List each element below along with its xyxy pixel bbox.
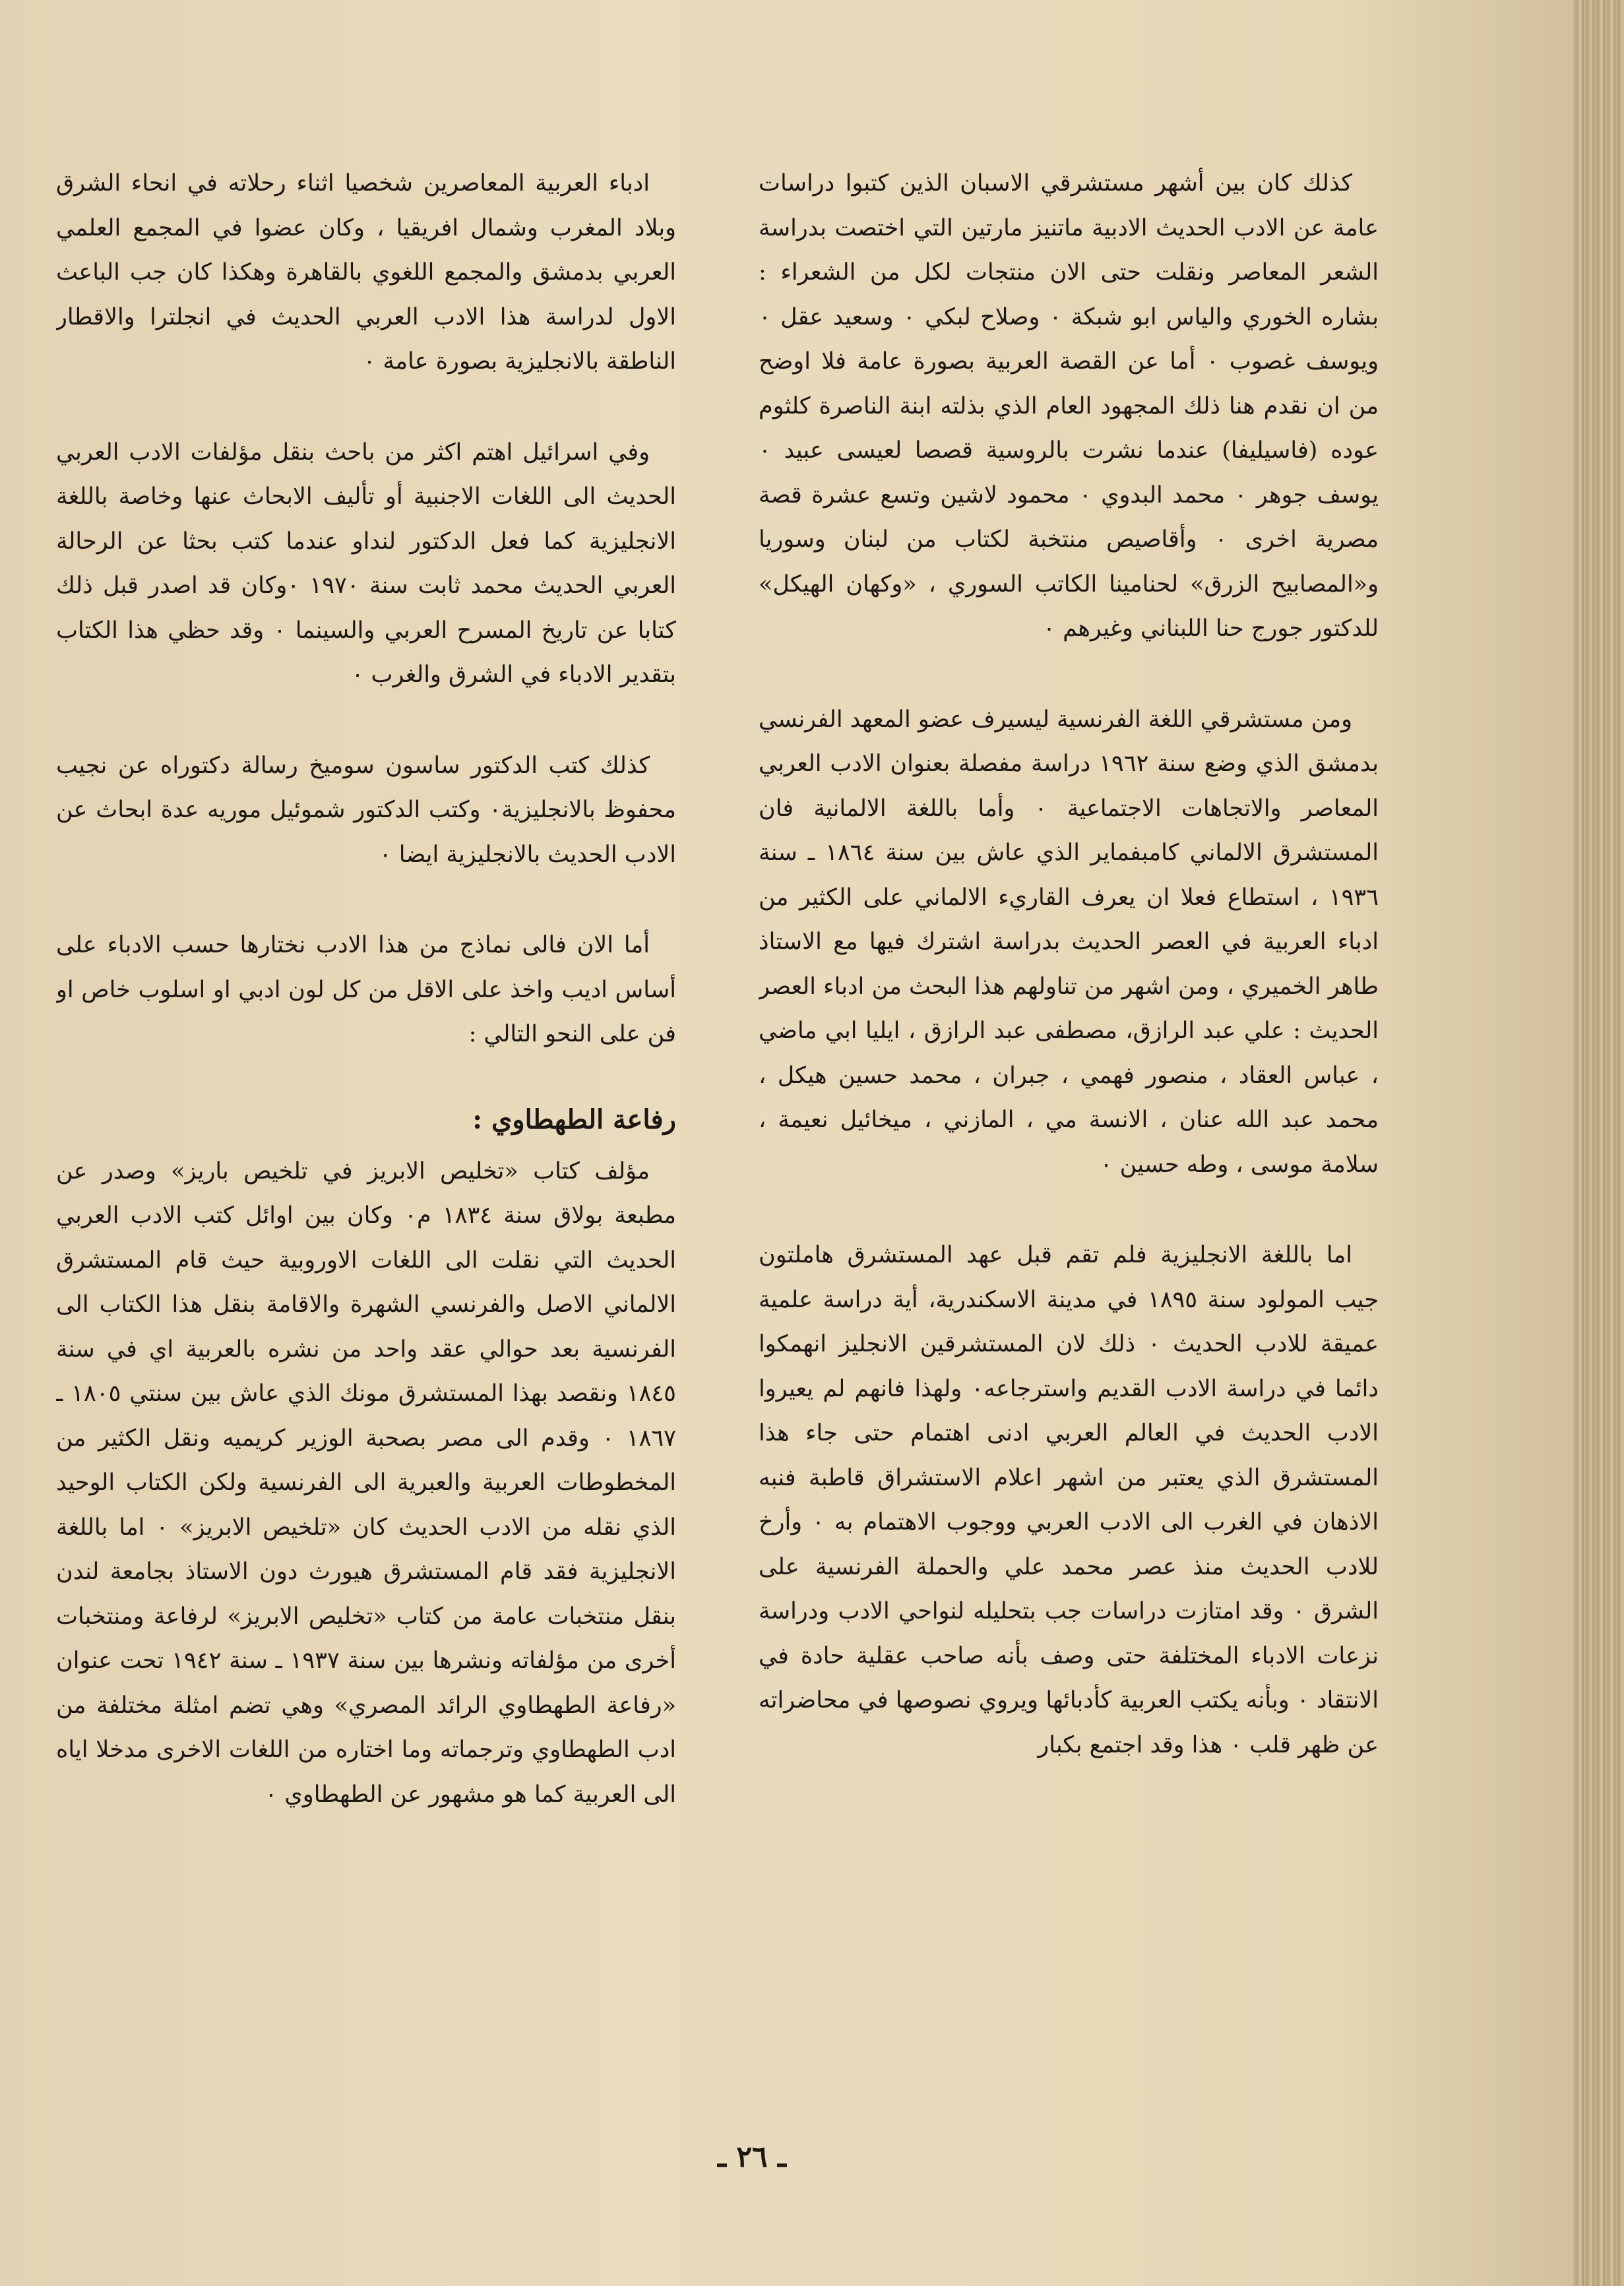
left-text-column	[56, 162, 676, 2219]
paragraph: ادباء العربية المعاصرين شخصيا اثناء رحلاته في انحاء الشرق وبلاد المغرب وشمال افريقيا ، وكان عضوا في المجمع العلمي العربي بدمشق والمجمع اللغوي بالقاهرة وهكذا كان جب الباعث الاول لدراسة هذا الادب العربي الحديث في انجلترا والاقطار الناطقة بالانجليزية بصورة عامة ٠	[56, 170, 676, 375]
paragraph: أما الان فالى نماذج من هذا الادب نختارها حسب الادباء على أساس اديب واخذ على الاقل من كل لون ادبي او اسلوب خاص او فن على النحو التالي :	[56, 932, 676, 1047]
paragraph: كذلك كتب الدكتور ساسون سوميخ رسالة دكتوراه عن نجيب محفوظ بالانجليزية٠ وكتب الدكتور شموئيل موريه عدة ابحاث عن الادب الحديث بالانجليزية ايضا ٠	[56, 752, 676, 868]
paragraph: كذلك كان بين أشهر مستشرقي الاسبان الذين كتبوا دراسات عامة عن الادب الحديث الادبية ماتنيز مارتين التي اختصت بدراسة الشعر المعاصر ونقلت حتى الان منتجات لكل من الشعراء : بشاره الخوري والياس ابو شبكة ٠ وصلاح لبكي ٠ وسعيد عقل ٠ ويوسف غصوب ٠ أما عن القصة العربية بصورة عامة فلا اوضح من ان نقدم هنا ذلك المجهود العام الذي بذلته ابنة الناصرة كلثوم عوده (فاسيليفا) عندما نشرت بالروسية قصصا لعيسى عبيد ٠ يوسف جوهر ٠ محمد البدوي ٠ محمود لاشين وتسع عشرة قصة مصرية اخرى ٠ وأقاصيص منتخبة لكتاب من لبنان وسوريا و«المصابيح الزرق» لحنامينا الكاتب السوري ، «وكهان الهيكل» للدكتور جورج حنا اللبناني وغيرهم ٠	[759, 170, 1379, 642]
page-number: ـ ٢٦ ـ	[718, 2140, 786, 2174]
paragraph: ومن مستشرقي اللغة الفرنسية ليسيرف عضو المعهد الفرنسي بدمشق الذي وضع سنة ١٩٦٢ دراسة مفصلة بعنوان الادب العربي المعاصر والاتجاهات الاجتماعية ٠ وأما باللغة الالمانية فان المستشرق الالماني كامبفماير الذي عاش بين سنة ١٨٦٤ ـ سنة ١٩٣٦ ، استطاع فعلا ان يعرف القاريء الالماني على الكثير من ادباء العربية في العصر الحديث بدراسة اشترك فيها مع الاستاذ طاهر الخميري ، ومن اشهر من تناولهم هذا البحث من ادباء العصر الحديث : علي عبد الرازق، مصطفى عبد الرازق ، ايليا ابي ماضي ، عباس العقاد ، منصور فهمي ، جبران ، محمد حسين هيكل ، محمد عبد الله عنان ، الانسة مي ، المازني ، ميخائيل نعيمة ، سلامة موسى ، وطه حسين ٠	[759, 706, 1379, 1178]
paragraph: وفي اسرائيل اهتم اكثر من باحث بنقل مؤلفات الادب العربي الحديث الى اللغات الاجنبية أو تأليف الابحاث عنها وخاصة باللغة الانجليزية كما فعل الدكتور لنداو عندما كتب بحثا عن الرحالة العربي الحديث محمد ثابت سنة ١٩٧٠ ٠وكان قد اصدر قبل ذلك كتابا عن تاريخ المسرح العربي والسينما ٠ وقد حظي هذا الكتاب بتقدير الادباء في الشرق والغرب ٠	[56, 439, 676, 688]
paragraph: اما باللغة الانجليزية فلم تقم قبل عهد المستشرق هاملتون جيب المولود سنة ١٨٩٥ في مدينة الاسكندرية، أية دراسة علمية عميقة للادب الحديث ٠ ذلك لان المستشرقين الانجليز انهمكوا دائما في دراسة الادب القديم واسترجاعه٠ ولهذا فانهم لم يعيروا الادب الحديث في العالم العربي ادنى اهتمام حتى جاء هذا المستشرق الذي يعتبر من اشهر اعلام الاستشراق قاطبة فنبه الاذهان في الغرب الى الادب العربي ووجوب الاهتمام به ٠ وأرخ للادب الحديث منذ عصر محمد علي والحملة الفرنسية على الشرق ٠ وقد امتازت دراسات جب بتحليله لنواحي الادب ودراسة نزعات الادباء المختلفة حتى وصف بأنه صاحب عقلية حادة في الانتقاد ٠ وبأنه يكتب العربية كأدبائها ويروي نصوصها في محاضراته عن ظهر قلب ٠ هذا وقد اجتمع بكبار	[759, 1242, 1379, 1758]
paragraph: مؤلف كتاب «تخليص الابريز في تلخيص باريز» وصدر عن مطبعة بولاق سنة ١٨٣٤ م٠ وكان بين اوائل كتب الادب العربي الحديث التي نقلت الى اللغات الاوروبية حيث قام المستشرق الالماني الاصل والفرنسي الشهرة والاقامة بنقل هذا الكتاب الى الفرنسية بعد حوالي عقد واحد من نشره بالعربية اي في سنة ١٨٤٥ ونقصد بهذا المستشرق مونك الذي عاش بين سنتي ١٨٠٥ ـ ١٨٦٧ ٠ وقدم الى مصر بصحبة الوزير كريميه ونقل الكثير من المخطوطات العربية والعبرية الى الفرنسية ولكن الكتاب الوحيد الذي نقله من الادب الحديث كان «تلخيص الابريز» ٠ اما باللغة الانجليزية فقد قام المستشرق هيورث دون الاستاذ بجامعة لندن بنقل منتخبات عامة من كتاب «تخليص الابريز» لرفاعة ومنتخبات أخرى من مؤلفاته ونشرها بين سنة ١٩٣٧ ـ سنة ١٩٤٢ تحت عنوان «رفاعة الطهطاوي الرائد المصري» وهي تضم امثلة مختلفة من ادب الطهطاوي وترجماته وما اختاره من اللغات الاخرى مدخلا اياه الى العربية كما هو مشهور عن الطهطاوي ٠	[56, 1158, 676, 1808]
book-page-edges	[1573, 0, 1624, 2286]
section-heading: رفاعة الطهطاوي :	[472, 1103, 676, 1135]
right-text-column	[759, 162, 1379, 2219]
